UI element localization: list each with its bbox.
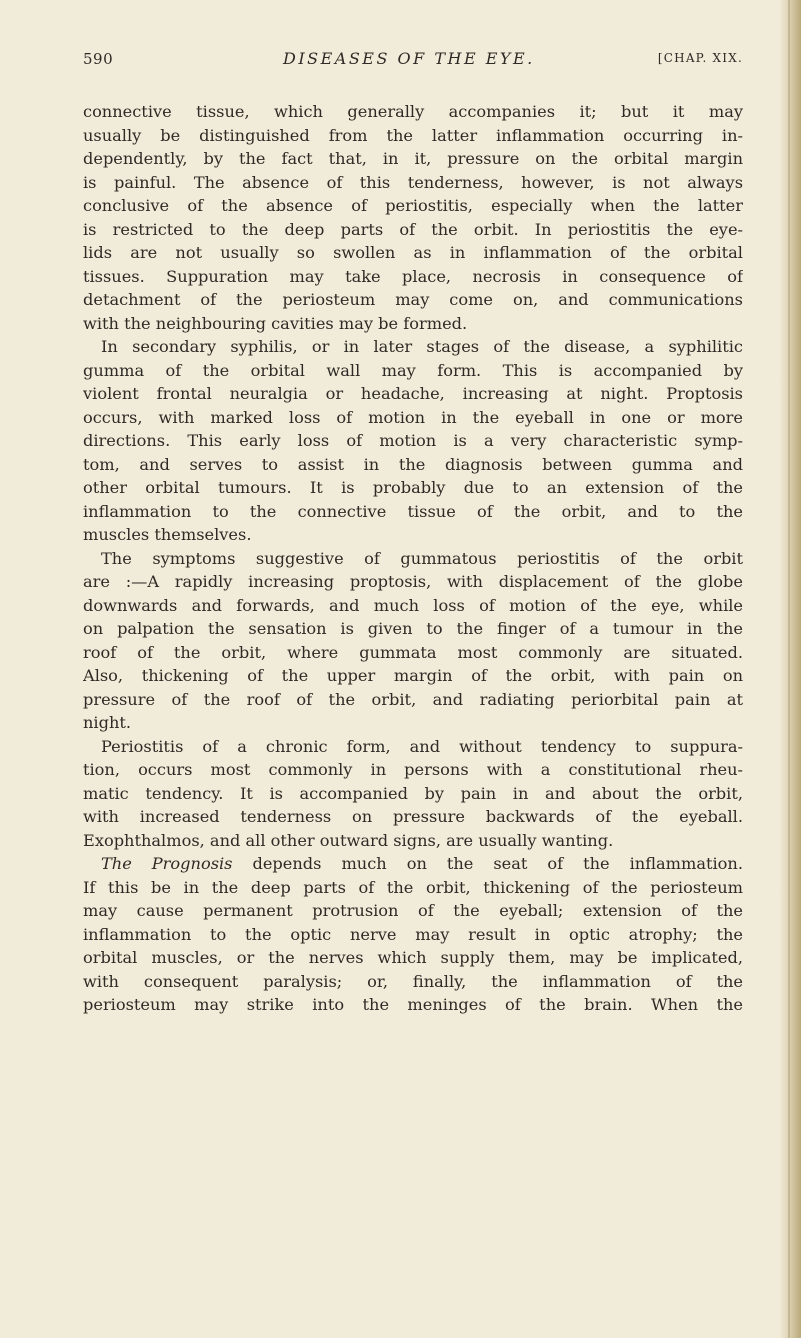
running-title: DISEASES OF THE EYE.	[283, 49, 535, 68]
text-line: Also, thickening of the upper margin of the orbit, with pain on	[83, 666, 743, 685]
text-line: with consequent paralysis; or, finally, the inflammation of the	[83, 971, 743, 991]
chapter-reference: [CHAP. XIX.	[657, 51, 743, 65]
page-number: 590	[83, 50, 114, 68]
text-line: is restricted to the deep parts of the orbit. In periostitis the eye-	[83, 219, 743, 239]
text-line: orbital muscles, or the nerves which supply them, may be implicated,	[83, 948, 743, 967]
text-line: roof of the orbit, where gummata most commonly are situated.	[83, 642, 743, 662]
text-line: with increased tenderness on pressure backwards of the eyeball.	[83, 807, 743, 826]
text-line: Exophthalmos, and all other outward signs, are usually wanting.	[83, 830, 614, 850]
text-line: is painful. The absence of this tenderness, however, is not always	[83, 172, 743, 192]
text-line: Periostitis of a chronic form, and without tendency to suppura-	[101, 736, 743, 756]
text-line: detachment of the periosteum may come on, and communications	[83, 290, 743, 309]
text-line: directions. This early loss of motion is a very characteristic symp-	[83, 431, 743, 450]
italic-heading: The Prognosis	[101, 854, 233, 873]
text-line: In secondary syphilis, or in later stages of the disease, a syphilitic	[101, 337, 743, 356]
text-line: inflammation to the optic nerve may result in optic atrophy; the	[83, 924, 743, 944]
text-line: dependently, by the fact that, in it, pressure on the orbital margin	[83, 149, 743, 168]
text-line: with the neighbouring cavities may be formed.	[83, 313, 468, 333]
text-line: inflammation to the connective tissue of the orbit, and to the	[83, 501, 743, 521]
text-line: gumma of the orbital wall may form. This is accompanied by	[83, 360, 743, 380]
text-fragment: depends much on the seat of the inflammation.	[252, 854, 743, 873]
text-line: matic tendency. It is accompanied by pain in and about the orbit,	[83, 783, 743, 803]
page-header	[83, 50, 743, 74]
text-line: periosteum may strike into the meninges of the brain. When the	[83, 995, 743, 1014]
text-line-prognosis	[83, 852, 743, 876]
text-line: tom, and serves to assist in the diagnosis between gumma and	[83, 454, 743, 474]
text-line: are :—A rapidly increasing proptosis, with displacement of the globe	[83, 572, 743, 591]
text-line: If this be in the deep parts of the orbit, thickening of the periosteum	[83, 877, 743, 897]
text-line: pressure of the roof of the orbit, and radiating periorbital pain at	[83, 689, 743, 709]
text-line: usually be distinguished from the latter inflammation occurring in-	[83, 125, 743, 145]
text-line: occurs, with marked loss of motion in the eyeball in one or more	[83, 407, 743, 427]
text-line: violent frontal neuralgia or headache, increasing at night. Proptosis	[83, 384, 743, 403]
text-line: tissues. Suppuration may take place, necrosis in consequence of	[83, 266, 743, 286]
body-text	[83, 100, 743, 1017]
text-line: may cause permanent protrusion of the eyeball; extension of the	[83, 901, 743, 920]
page-edge-shadow	[779, 0, 801, 1338]
text-line: connective tissue, which generally accompanies it; but it may	[83, 102, 743, 121]
text-line: The symptoms suggestive of gummatous periostitis of the orbit	[101, 548, 743, 568]
text-line: other orbital tumours. It is probably due to an extension of the	[83, 478, 743, 497]
text-line: conclusive of the absence of periostitis, especially when the latter	[83, 196, 743, 215]
text-line: on palpation the sensation is given to the finger of a tumour in the	[83, 619, 743, 638]
text-line: lids are not usually so swollen as in inflammation of the orbital	[83, 243, 743, 262]
text-line: tion, occurs most commonly in persons with a constitutional rheu-	[83, 760, 743, 779]
text-line: muscles themselves.	[83, 525, 252, 544]
text-line: night.	[83, 713, 132, 732]
text-line: downwards and forwards, and much loss of motion of the eye, while	[83, 595, 743, 615]
